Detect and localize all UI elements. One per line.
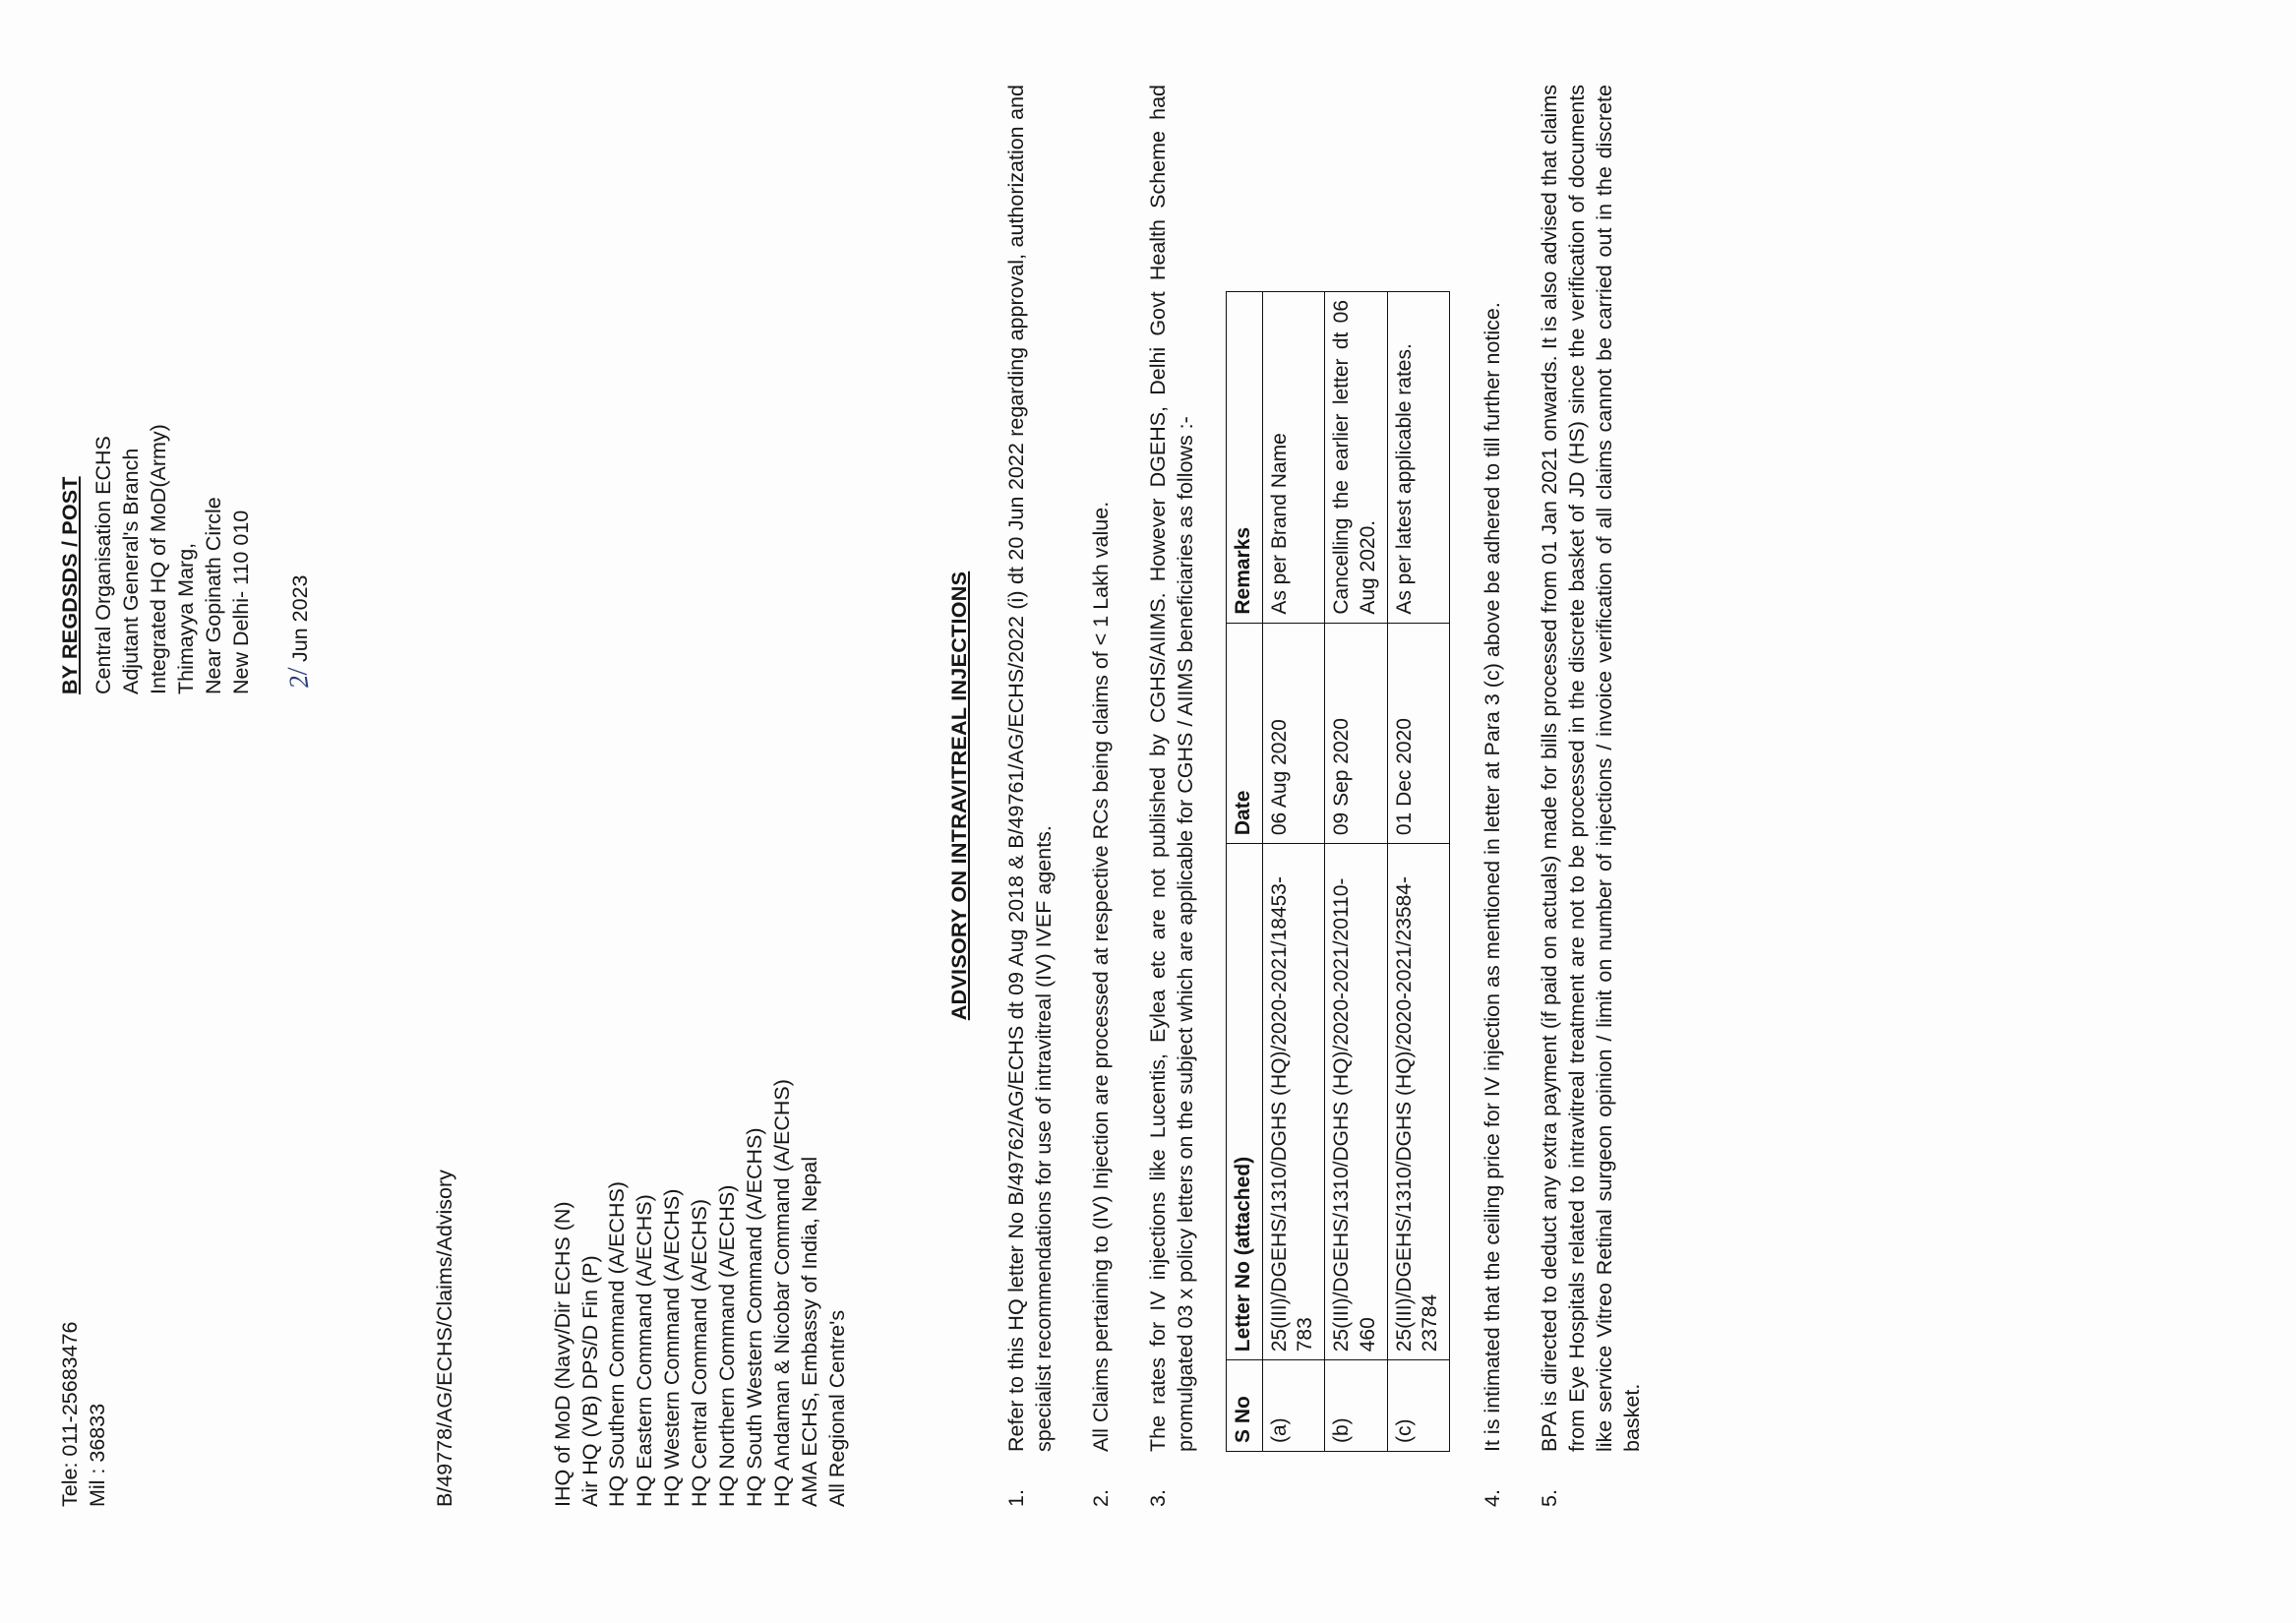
distribution-list <box>550 85 852 1507</box>
cell-date: 09 Sep 2020 <box>1325 623 1388 843</box>
column-header-sno: S No <box>1226 1360 1262 1452</box>
cell-letter-no: 25(III)/DGEHS/1310/DGHS (HQ)/2020-2021/20110-460 <box>1325 844 1388 1360</box>
policy-letters-table <box>1226 291 1451 1452</box>
paragraph-number: 3. <box>1145 1489 1170 1507</box>
mil-line: Mil : 36833 <box>85 1403 109 1507</box>
document-title: ADVISORY ON INTRAVITREAL INJECTIONS <box>946 571 971 1021</box>
distribution-item: All Regional Centre's <box>824 1309 849 1507</box>
paragraph-1 <box>1003 85 1058 1507</box>
cell-date: 06 Aug 2020 <box>1262 623 1325 843</box>
paragraph-4 <box>1480 85 1507 1507</box>
distribution-item: HQ Central Command (A/ECHS) <box>688 1198 712 1507</box>
dispatch-mode: BY REGDSDS / POST <box>58 476 82 694</box>
table-row <box>1262 292 1325 1452</box>
address-block <box>57 85 316 694</box>
cell-date: 01 Dec 2020 <box>1387 623 1450 843</box>
distribution-item: HQ Western Command (A/ECHS) <box>660 1188 685 1507</box>
reference-number: B/49778/AG/ECHS/Claims/Advisory <box>432 1170 456 1507</box>
address-line-4: Thimayya Marg, <box>173 542 198 694</box>
column-header-letter-no: Letter No (attached) <box>1226 844 1262 1360</box>
address-line-5: Near Gopinath Circle <box>201 497 225 694</box>
paragraph-number: 2. <box>1088 1489 1113 1507</box>
distribution-item: HQ Northern Command (A/ECHS) <box>715 1184 740 1507</box>
date-line <box>281 85 316 689</box>
address-line-2: Adjutant General's Branch <box>118 448 143 694</box>
distribution-item: HQ South Western Command (A/ECHS) <box>743 1127 767 1507</box>
column-header-remarks: Remarks <box>1226 292 1262 624</box>
address-line-6: New Delhi- 110 010 <box>228 510 253 694</box>
distribution-item: Air HQ (VB) DPS/D Fin (P) <box>577 1255 602 1507</box>
paragraph-2 <box>1088 85 1116 1507</box>
table-row <box>1387 292 1450 1452</box>
paragraph-text: All Claims pertaining to (IV) Injection are processed at respective RCs being claims of < 1 Lakh value. <box>1088 501 1113 1452</box>
table-header-row <box>1226 292 1262 1452</box>
letterhead <box>57 85 316 1507</box>
paragraph-3 <box>1145 85 1200 1507</box>
distribution-item: HQ Eastern Command (A/ECHS) <box>633 1194 657 1507</box>
cell-letter-no: 25(III)/DGEHS/1310/DGHS (HQ)/2020-2021/23584-23784 <box>1387 844 1450 1360</box>
contact-block <box>57 1322 112 1507</box>
cell-sno: (b) <box>1325 1360 1388 1452</box>
paragraph-5 <box>1537 85 1647 1507</box>
paragraph-number: 4. <box>1480 1489 1505 1507</box>
column-header-date: Date <box>1226 623 1262 843</box>
paragraph-text: It is intimated that the ceiling price for IV injection as mentioned in letter at Para 3 (c) above be adhered to till further notice. <box>1480 302 1505 1452</box>
handwritten-date-day: 2/ <box>281 666 314 691</box>
distribution-item: IHQ of MoD (Navy/Dir ECHS (N) <box>550 1201 574 1507</box>
paragraph-text: BPA is directed to deduct any extra payment (if paid on actuals) made for bills processed from 01 Jan 2021 onwards. It is also advised that claims from Eye Hospitals related to intravitreal treatment are not to be processed in the discrete basket of JD (HS) since the verification of documents like service Vitreo Retinal surgeon opinion / limit on number of injections / invoice verification of all claims cannot be carried out in the discrete basket. <box>1538 85 1645 1452</box>
cell-remarks: As per latest applicable rates. <box>1387 292 1450 624</box>
paragraph-number: 1. <box>1003 1489 1028 1507</box>
telephone-line: Tele: 011-25683476 <box>58 1321 82 1507</box>
distribution-item: HQ Andaman & Nicobar Command (A/ECHS) <box>770 1079 795 1507</box>
paragraph-text: Refer to this HQ letter No B/49762/AG/ECHS dt 09 Aug 2018 & B/49761/AG/ECHS/2022 (i) dt 20 Jun 2022 regarding approval, authorization and specialist recommendations for use of intravitreal (IV) IVEF agents. <box>1003 85 1056 1452</box>
cell-sno: (a) <box>1262 1360 1325 1452</box>
table-row <box>1325 292 1388 1452</box>
address-line-3: Integrated HQ of MoD(Army) <box>146 424 170 694</box>
cell-remarks: As per Brand Name <box>1262 292 1325 624</box>
distribution-item: AMA ECHS, Embassy of India, Nepal <box>798 1156 822 1507</box>
address-line-1: Central Organisation ECHS <box>91 436 115 694</box>
cell-letter-no: 25(III)/DGEHS/1310/DGHS (HQ)/2020-2021/18453-783 <box>1262 844 1325 1360</box>
paragraph-number: 5. <box>1538 1489 1562 1507</box>
cell-sno: (c) <box>1387 1360 1450 1452</box>
paragraph-text: The rates for IV injections like Lucentis, Eylea etc are not published by CGHS/AIIMS. However DGEHS, Delhi Govt Health Scheme had promulgated 03 x policy letters on the subject which are applicable for CGHS / AIIMS beneficiaries as follows :- <box>1145 85 1197 1452</box>
distribution-item: HQ Southern Command (A/ECHS) <box>605 1181 630 1507</box>
cell-remarks: Cancelling the earlier letter dt 06 Aug 2020. <box>1325 292 1388 624</box>
date-month-year: Jun 2023 <box>287 574 312 662</box>
